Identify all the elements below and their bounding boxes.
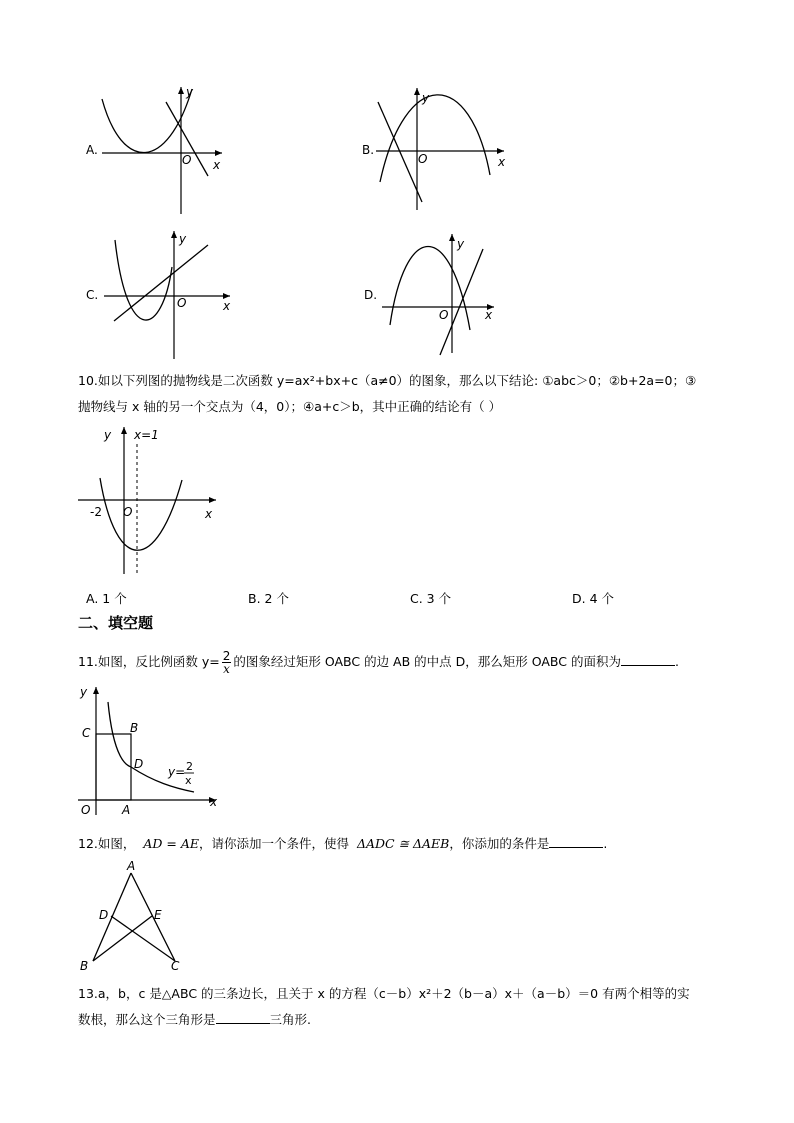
q13-text-line1: 13.a，b，c 是△ABC 的三条边长，且关于 x 的方程（c－b）x²＋2（b－a）x＋（a－b）＝0 有两个相等的实 [78,986,690,1001]
line [378,102,422,202]
vertex-b-label: B [80,959,89,973]
q10-option-a[interactable]: A. 1 个 [86,591,127,606]
q10-option-b[interactable]: B. 2 个 [248,591,289,606]
side-ac [131,873,175,961]
curve-label: y= [168,765,186,779]
q12-middle: ，请你添加一个条件，使得 [198,836,349,851]
parabola [100,478,182,550]
origin-label: O [123,505,133,519]
origin-label: O [81,803,91,817]
q12-answer-blank[interactable] [549,836,603,848]
q11-hyperbola-graph [74,684,224,818]
point-d-label: D [134,757,144,771]
rectangle-oabc [96,734,131,800]
origin-label: O [182,153,192,167]
x-axis-arrow [209,497,216,503]
origin-label: O [418,152,428,166]
y-axis-label: y [179,232,187,246]
q11-answer-blank[interactable] [621,654,675,666]
x-axis-arrow [497,148,504,154]
y-axis-label: y [457,237,465,251]
option-a-label: A. [86,143,98,157]
q12-end: . [603,836,608,851]
y-axis-label: y [80,685,88,699]
x-axis-label: x [205,507,213,521]
point-b-label: B [130,721,139,735]
q10-option-c[interactable]: C. 3 个 [410,591,452,606]
q12-prefix: 12.如图， [78,836,136,851]
q13-answer-blank[interactable] [216,1012,270,1024]
line [440,249,483,355]
point-d-label: D [99,908,109,922]
q11-frac-den: x [223,662,230,676]
vertex-a-label: A [127,859,136,873]
q13-text-line2 [78,1010,311,1028]
x-axis-label: x [485,308,493,322]
parabola [102,89,192,153]
option-c-label: C. [86,288,99,302]
q10-parabola-graph [74,424,224,578]
origin-label: O [177,296,187,310]
q12-congruence: ΔADC ≅ ΔAEB [356,836,450,851]
x-axis-label: x [213,158,221,172]
y-axis-arrow [121,427,127,434]
y-axis-label: y [422,91,430,105]
option-c-graph [82,227,232,362]
x-axis-arrow [215,150,222,156]
x-axis-label: x [498,155,506,169]
y-axis-arrow [171,231,177,238]
option-d-graph [360,227,510,362]
q11-end: . [674,654,679,669]
q11-prefix: 11.如图，反比例函数 y= [78,654,220,669]
option-b-label: B. [362,143,375,157]
q11-suffix: 的图象经过矩形 OABC 的边 AB 的中点 D，那么矩形 OABC 的面积为 [233,654,621,669]
q13-prefix: 数根，那么这个三角形是 [78,1012,216,1027]
q11-fraction [222,650,232,675]
option-a-graph [82,82,232,217]
point-c-label: C [82,726,91,740]
q12-triangle-figure [76,858,186,974]
curve-frac-den: x [185,774,192,787]
y-axis-arrow [449,234,455,241]
q11-frac-num: 2 [222,649,231,663]
y-axis-arrow [414,88,420,95]
point-e-label: E [154,908,162,922]
q10-option-d[interactable]: D. 4 个 [572,591,614,606]
origin-label: O [439,308,449,322]
vertex-c-label: C [171,959,180,973]
symmetry-label: x=1 [134,428,159,442]
y-axis-label: y [186,85,194,99]
section-heading: 二、填空题 [78,614,154,632]
option-d-label: D. [364,288,378,302]
x-axis-label: x [210,795,218,809]
q13-suffix: 三角形. [269,1012,311,1027]
curve-frac-num: 2 [186,760,193,773]
parabola [390,247,470,331]
point-a-label: A [122,803,131,817]
neg-two-label: -2 [90,505,102,519]
y-axis-arrow [178,87,184,94]
x-axis-label: x [223,299,231,313]
q10-text-line1: 10.如以下列图的抛物线是二次函数 y=ax²+bx+c（a≠0）的图象，那么以下结论: ①abc＞0；②b+2a=0；③ [78,373,697,388]
parabola [115,240,172,320]
line [114,245,208,321]
q12-text [78,834,607,852]
y-axis-arrow [93,687,99,694]
q12-condition: AD = AE [143,836,199,851]
q11-text [78,650,679,675]
y-axis-label: y [104,428,112,442]
q10-text-line2: 抛物线与 x 轴的另一个交点为（4，0）；④a+c＞b，其中正确的结论有（ ） [78,399,502,414]
q12-suffix: ，你添加的条件是 [449,836,550,851]
parabola [380,95,490,182]
option-b-graph [360,82,510,217]
